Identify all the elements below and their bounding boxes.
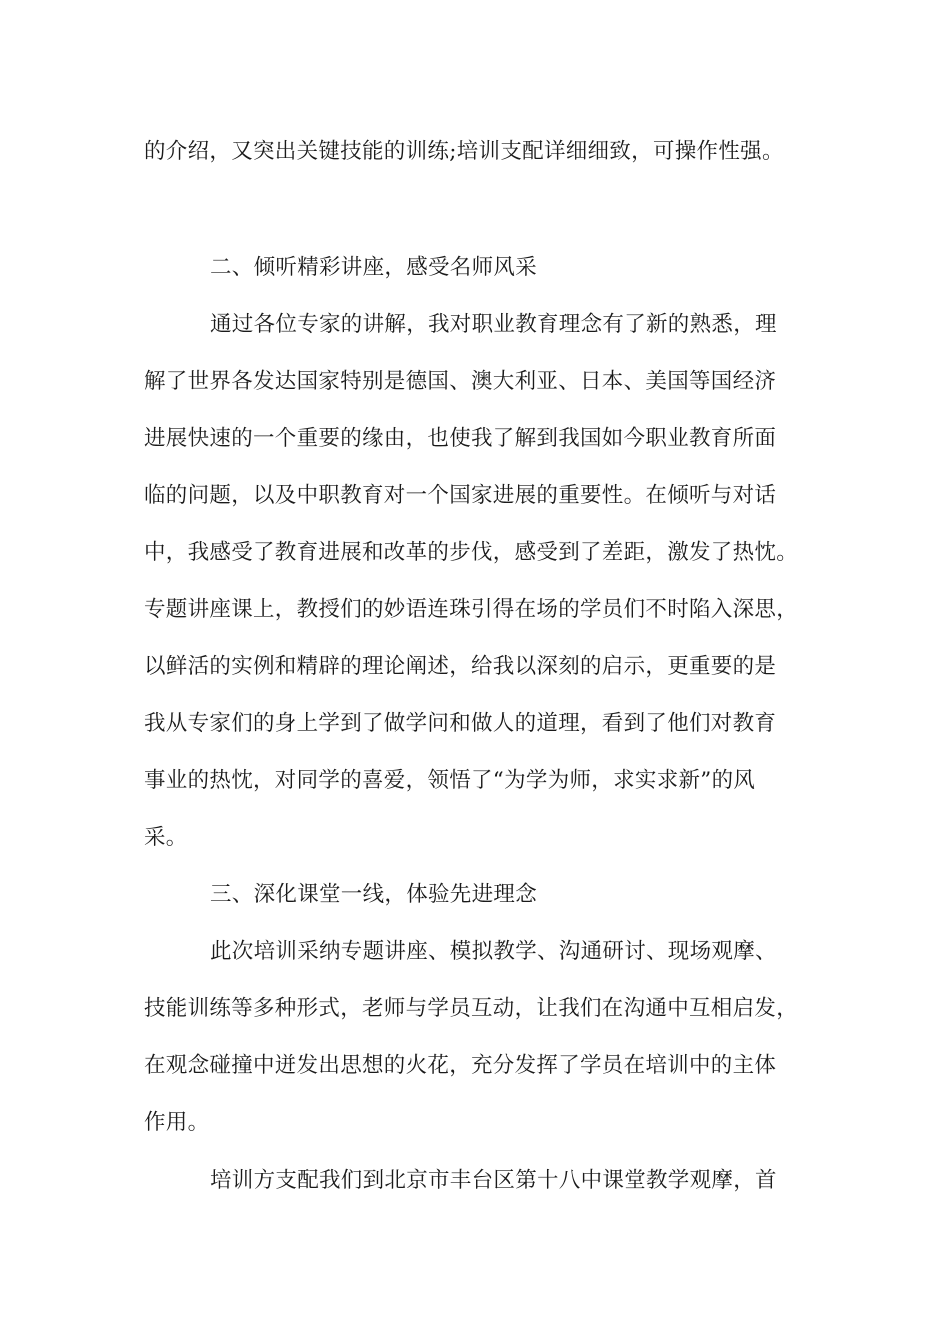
paragraph-line: 此次培训采纳专题讲座、模拟教学、沟通研讨、现场观摩、 <box>210 939 777 964</box>
paragraph-line: 作用。 <box>144 1110 210 1135</box>
section-heading-3: 三、深化课堂一线，体验先进理念 <box>210 882 538 907</box>
paragraph-line: 以鲜活的实例和精辟的理论阐述，给我以深刻的启示，更重要的是 <box>144 654 777 679</box>
paragraph-line: 采。 <box>144 825 188 850</box>
paragraph-line: 我从专家们的身上学到了做学问和做人的道理，看到了他们对教育 <box>144 711 777 736</box>
paragraph-line: 通过各位专家的讲解，我对职业教育理念有了新的熟悉，理 <box>210 312 777 337</box>
paragraph-line: 在观念碰撞中迸发出思想的火花，充分发挥了学员在培训中的主体 <box>144 1053 777 1078</box>
paragraph-line: 临的问题，以及中职教育对一个国家进展的重要性。在倾听与对话 <box>144 483 777 508</box>
paragraph-line: 中，我感受了教育进展和改革的步伐，感受到了差距，激发了热忱。 <box>144 540 799 565</box>
paragraph-line: 进展快速的一个重要的缘由，也使我了解到我国如今职业教育所面 <box>144 426 777 451</box>
paragraph-line: 解了世界各发达国家特别是德国、澳大利亚、日本、美国等国经济 <box>144 369 777 394</box>
paragraph-line: 专题讲座课上，教授们的妙语连珠引得在场的学员们不时陷入深思， <box>144 597 799 622</box>
paragraph-line: 事业的热忱，对同学的喜爱，领悟了“为学为师，求实求新”的风 <box>144 768 756 793</box>
section-heading-2: 二、倾听精彩讲座，感受名师风采 <box>210 255 538 280</box>
paragraph-line: 培训方支配我们到北京市丰台区第十八中课堂教学观摩，首 <box>210 1168 777 1193</box>
paragraph-line: 的介绍，又突出关键技能的训练;培训支配详细细致，可操作性强。 <box>144 139 784 164</box>
paragraph-line: 技能训练等多种形式，老师与学员互动，让我们在沟通中互相启发， <box>144 996 799 1021</box>
